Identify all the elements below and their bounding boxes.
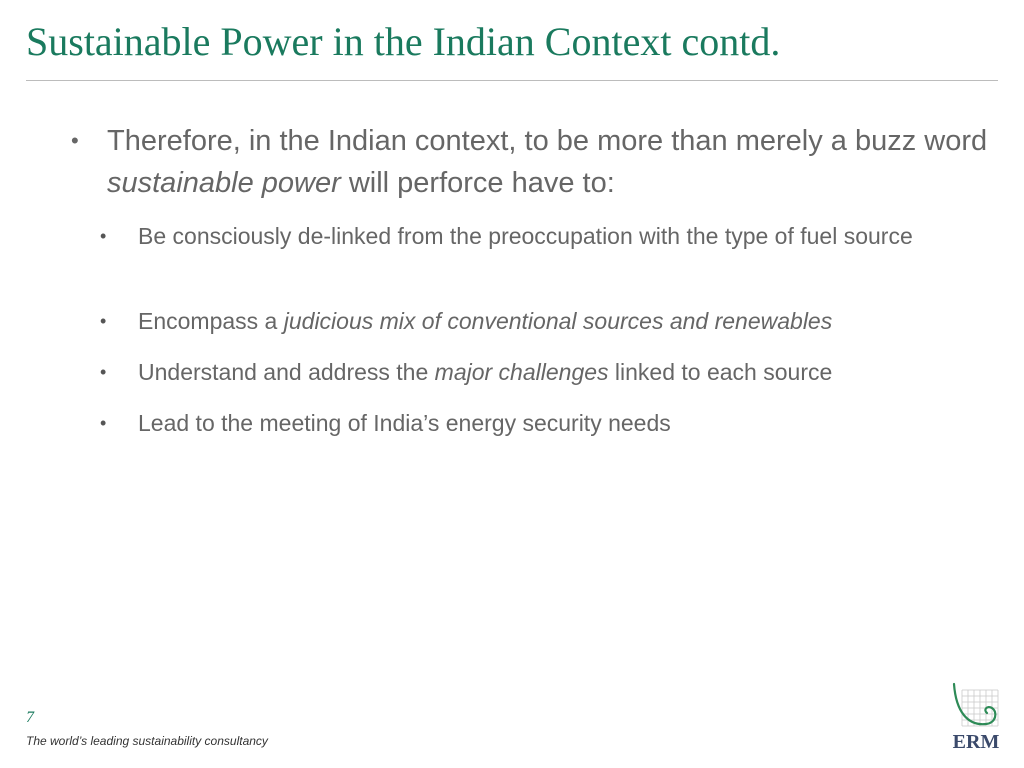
footer-tagline: The world’s leading sustainability consultancy <box>26 734 268 748</box>
bullet-dot-icon: • <box>71 128 79 153</box>
sub-bullet-text: Encompass a <box>138 308 284 334</box>
main-bullet-emphasis: sustainable power <box>107 167 341 199</box>
sub-bullet-emphasis: major challenges <box>434 359 609 385</box>
sub-bullet-text: Understand and address the <box>138 359 435 385</box>
bullet-dot-icon: • <box>100 311 107 331</box>
sub-bullet <box>100 356 1018 389</box>
bullet-dot-icon: • <box>100 226 107 246</box>
sub-bullet <box>100 305 1018 338</box>
bullet-dot-icon: • <box>100 362 107 382</box>
main-bullet-text-end: will perforce have to: <box>340 167 615 199</box>
bullet-dot-icon: • <box>100 413 107 433</box>
title-divider <box>26 80 998 81</box>
sub-bullet <box>100 407 1018 440</box>
sub-bullet <box>100 220 1018 253</box>
slide-title: Sustainable Power in the Indian Context contd. <box>26 19 781 64</box>
main-bullet-text: Therefore, in the Indian context, to be more than merely a buzz word <box>107 125 988 157</box>
main-bullet <box>71 120 1007 204</box>
erm-logo-text: ERM <box>952 731 1000 753</box>
erm-logo-mark-icon <box>946 682 1006 732</box>
sub-bullet-text-end: linked to each source <box>608 359 833 385</box>
page-number: 7 <box>26 709 34 726</box>
sub-bullet-emphasis: judicious mix of conventional sources and renewables <box>283 308 833 334</box>
erm-logo <box>946 682 1006 762</box>
sub-bullet-text: Be consciously de-linked from the preoccupation with the type of fuel source <box>138 223 913 249</box>
sub-bullet-text: Lead to the meeting of India’s energy security needs <box>138 410 671 436</box>
